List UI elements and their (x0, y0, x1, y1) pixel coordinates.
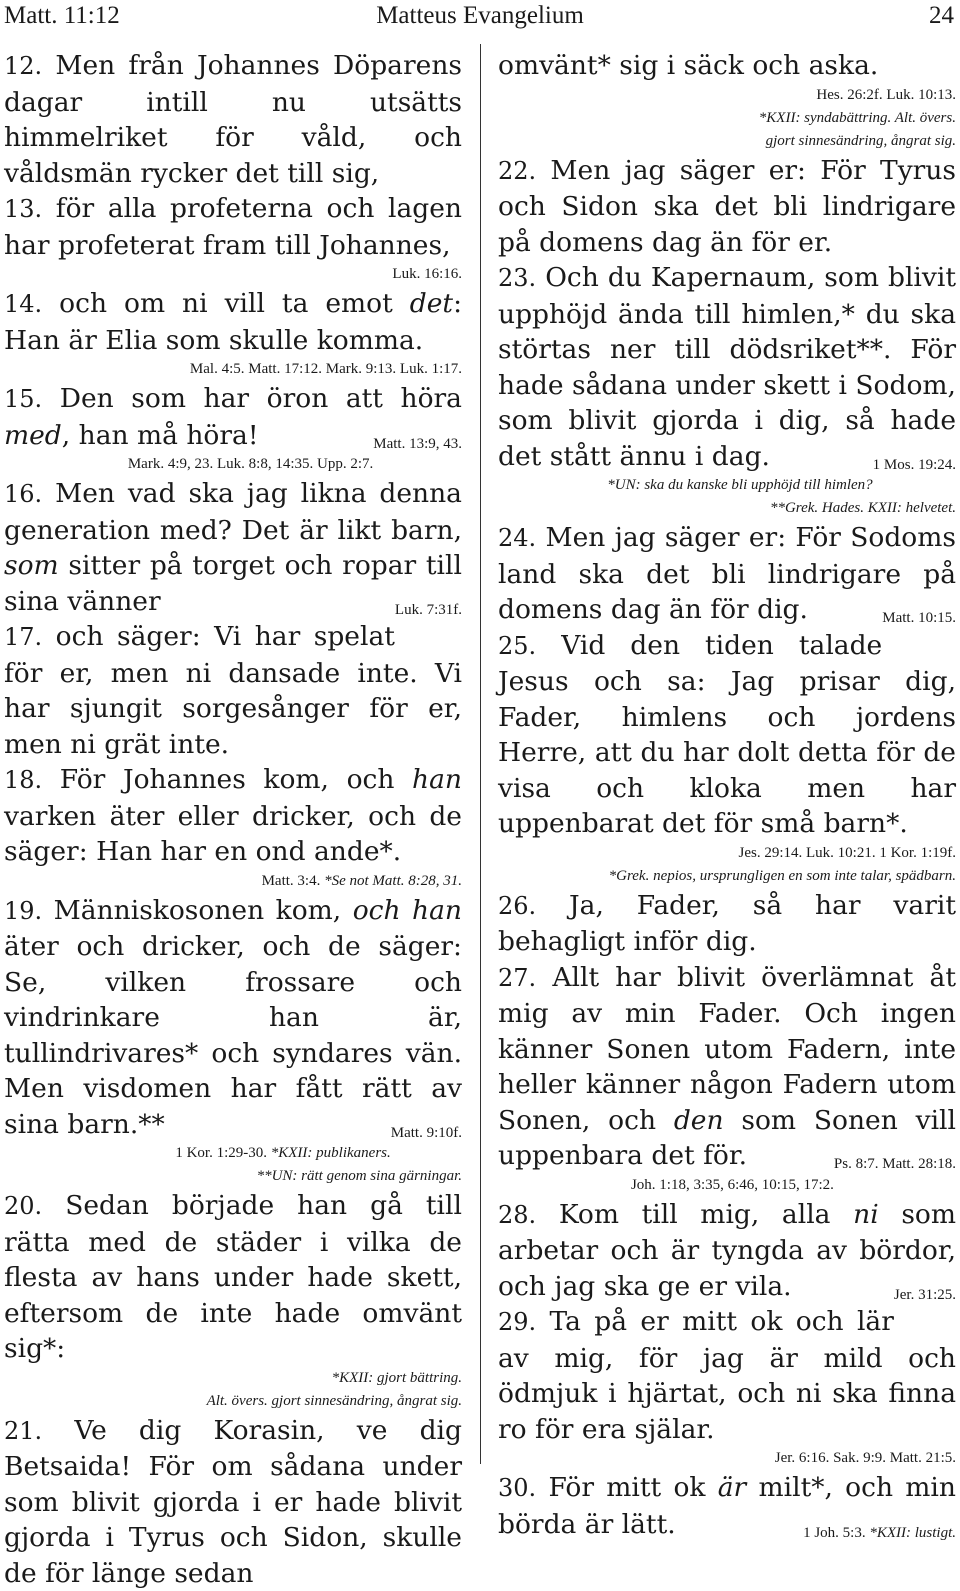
verse-19: 19. Människosonen kom, och han äter och dricker, och de säger: Se, vilken frossare och vindrinkare han är, tullindrivares* och syndares vän. Men visdomen har fått rätt av sina barn.** Matt. 9:10f. (4, 893, 462, 1143)
verse-27-reference-2: Joh. 1:18, 3:35, 6:46, 10:15, 17:2. (498, 1174, 956, 1197)
verse-28-reference: Jer. 31:25. (894, 1278, 956, 1314)
left-column (4, 48, 462, 1591)
verse-17: 17. och säger: Vi har spelat för er, men ni dansade inte. Vi har sjungit sorgesånger för er, men ni grät inte. (4, 619, 462, 762)
verse-29: 29. Ta på er mitt ok och lär av mig, för jag är mild och ödmjuk i hjärtat, och ni ska finna ro för era själar. (498, 1304, 956, 1447)
verse-15-reference: Matt. 13:9, 43. (373, 427, 462, 463)
chapter-reference: Matt. 11:12 (4, 2, 120, 30)
verse-21-footnote-1: *KXII: syndabättring. Alt. övers. (498, 107, 956, 130)
verse-21-footnote-2: gjort sinnesändring, ångrat sig. (498, 130, 956, 153)
verse-21: 21. Ve dig Korasin, ve dig Betsaida! För om sådana under som blivit gjorda i er hade blivit gjorda i Tyrus och Sidon, skulle de för länge sedan (4, 1413, 462, 1591)
verse-24: 24. Men jag säger er: För Sodoms land ska det bli lindrigare på domens dag än för dig. Matt. 10:15. (498, 520, 956, 628)
verse-14-reference: Mal. 4:5. Matt. 17:12. Mark. 9:13. Luk. 1:17. (4, 358, 462, 381)
right-column (498, 48, 956, 1551)
verse-18-reference: Matt. 3:4. *Se not Matt. 8:28, 31. (4, 870, 462, 893)
verse-19-reference-2: 1 Kor. 1:29-30. *KXII: publikaners. (4, 1142, 462, 1165)
verse-25: 25. Vid den tiden talade Jesus och sa: Jag prisar dig, Fader, himlens och jordens Herre, att du har dolt detta för de visa och kloka men har uppenbarat det för små barn*. (498, 628, 956, 842)
page-number: 24 (929, 2, 954, 30)
verse-12: 12. Men från Johannes Döparens dagar intill nu utsätts himmelriket för våld, och våldsmän rycker det till sig, (4, 48, 462, 191)
verse-23-footnote-2: **Grek. Hades. KXII: helvetet. (498, 497, 956, 520)
verse-20: 20. Sedan började han gå till rätta med de städer i vilka de flesta av hans under hade skett, eftersom de inte hade omvänt sig*: (4, 1188, 462, 1367)
verse-21-reference: Hes. 26:2f. Luk. 10:13. (498, 84, 956, 107)
verse-25-footnote: *Grek. nepios, ursprungligen en som inte talar, spädbarn. (498, 865, 956, 888)
verse-19-footnote: **UN: rätt genom sina gärningar. (4, 1165, 462, 1188)
verse-24-reference: Matt. 10:15. (882, 601, 956, 637)
verse-14: 14. och om ni vill ta emot det: Han är Elia som skulle komma. (4, 286, 462, 358)
verse-23-footnote-1: *UN: ska du kanske bli upphöjd till himlen? (498, 474, 956, 497)
verse-22: 22. Men jag säger er: För Tyrus och Sidon ska det bli lindrigare på domens dag än för er. (498, 153, 956, 261)
book-title: Matteus Evangelium (0, 2, 960, 30)
verse-25-reference: Jes. 29:14. Luk. 10:21. 1 Kor. 1:19f. (498, 842, 956, 865)
verse-30: 30. För mitt ok är milt*, och min börda är lätt. 1 Joh. 5:3. *KXII: lustigt. (498, 1470, 956, 1542)
column-divider (480, 44, 481, 1464)
page-header (0, 0, 960, 40)
verse-29-reference: Jer. 6:16. Sak. 9:9. Matt. 21:5. (498, 1447, 956, 1470)
verse-23-reference: 1 Mos. 19:24. (873, 448, 956, 484)
verse-28: 28. Kom till mig, alla ni som arbetar och är tyngda av bördor, och jag ska ge er vila. Jer. 31:25. (498, 1197, 956, 1305)
verse-16-reference: Luk. 7:31f. (395, 593, 462, 629)
verse-26: 26. Ja, Fader, så har varit behagligt inför dig. (498, 888, 956, 960)
verse-13: 13. för alla profeterna och lagen har profeterat fram till Johannes, (4, 191, 462, 263)
verse-23: 23. Och du Kapernaum, som blivit upphöjd ända till himlen,* du ska störtas ner till dödsriket**. För hade sådana under skett i Sodom, som blivit gjorda i dig, så hade det stått ännu i dag. 1 Mos. 19:24. (498, 260, 956, 474)
verse-18: 18. För Johannes kom, och han varken äter eller dricker, och de säger: Han har en ond ande*. (4, 762, 462, 870)
verse-21-continued: omvänt* sig i säck och aska. (498, 48, 956, 84)
verse-20-footnote-1: *KXII: gjort bättring. (4, 1367, 462, 1390)
verse-16: 16. Men vad ska jag likna denna generation med? Det är likt barn, som sitter på torget och ropar till sina vänner Luk. 7:31f. (4, 476, 462, 619)
verse-19-reference: Matt. 9:10f. (391, 1116, 462, 1152)
verse-15: 15. Den som har öron att höra med, han må höra! Matt. 13:9, 43. (4, 381, 462, 453)
verse-15-reference-2: Mark. 4:9, 23. Luk. 8:8, 14:35. Upp. 2:7. (4, 453, 462, 476)
verse-13-reference: Luk. 16:16. (4, 263, 462, 286)
verse-30-reference: 1 Joh. 5:3. *KXII: lustigt. (803, 1516, 956, 1552)
verse-20-footnote-2: Alt. övers. gjort sinnesändring, ångrat sig. (4, 1390, 462, 1413)
verse-27-reference: Ps. 8:7. Matt. 28:18. (834, 1147, 956, 1183)
verse-27: 27. Allt har blivit överlämnat åt mig av min Fader. Och ingen känner Sonen utom Fadern, inte heller känner någon Fadern utom Sonen, och den som Sonen vill uppenbara det för. Ps. 8:7. Matt. 28:18. (498, 960, 956, 1174)
